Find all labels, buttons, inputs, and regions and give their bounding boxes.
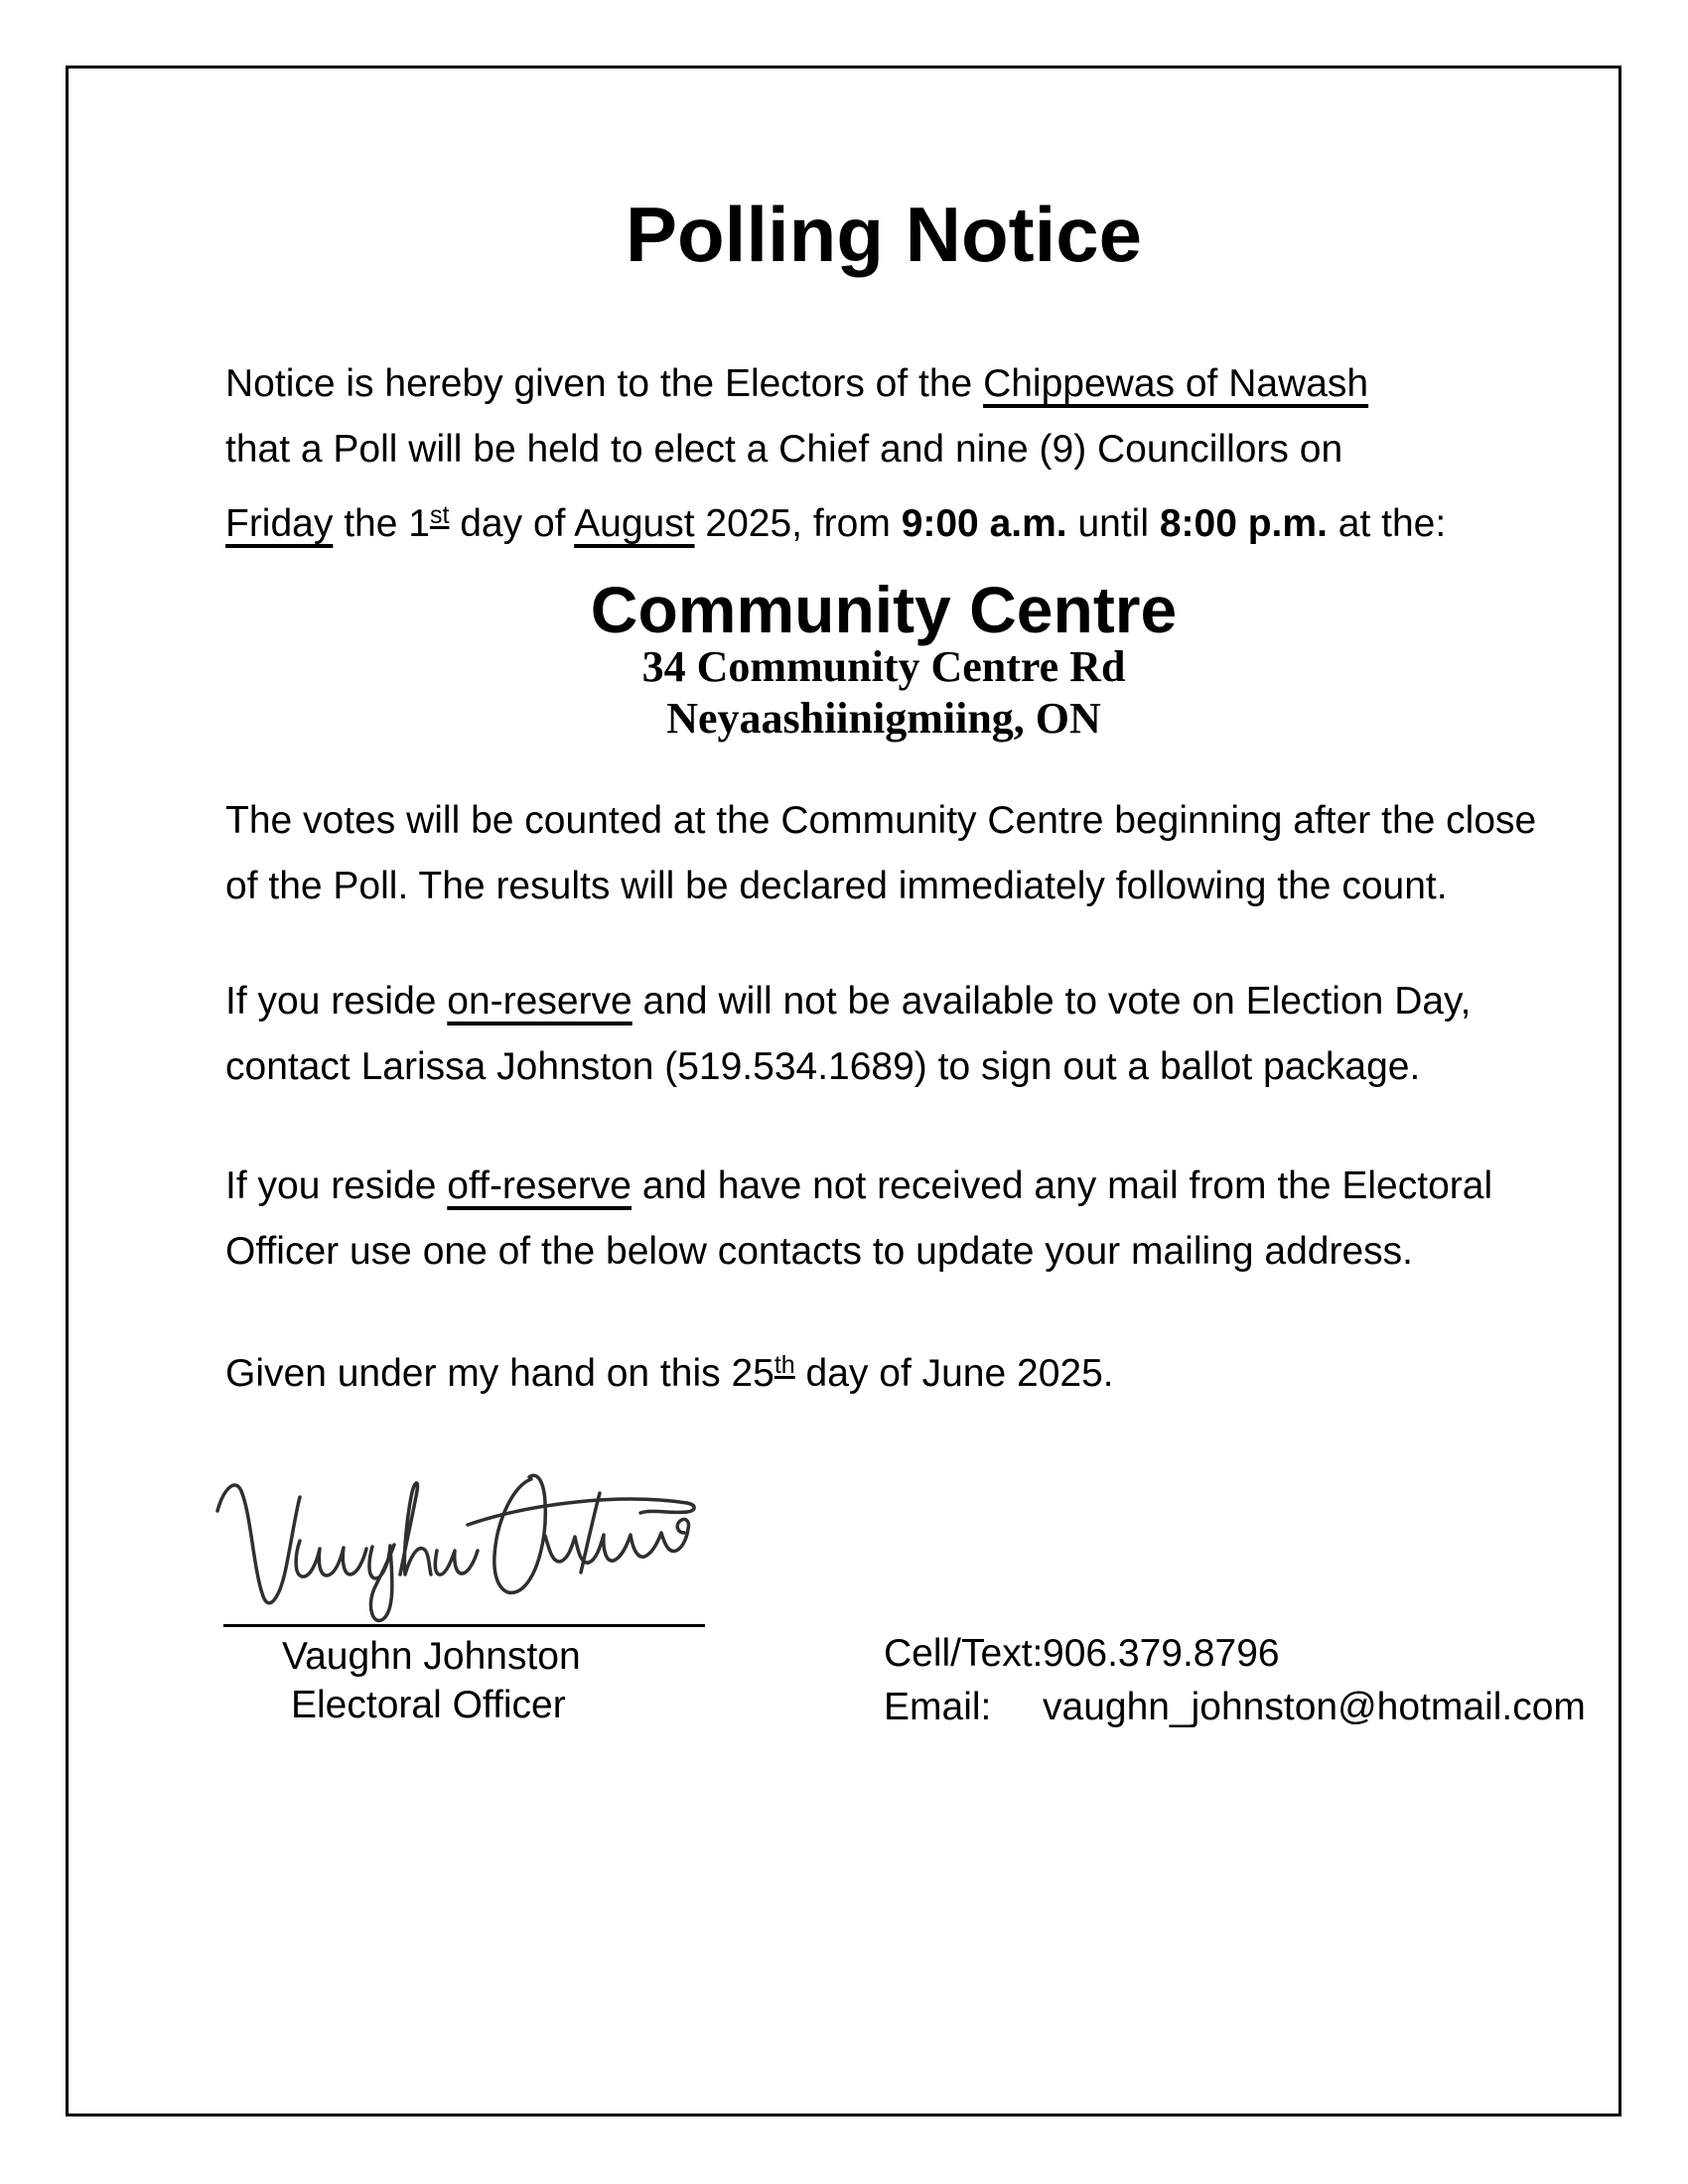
band-name-underlined: Chippewas of Nawash [983, 362, 1369, 405]
paragraph-off-reserve [225, 1154, 1492, 1285]
venue-address-line-1: 34 Community Centre Rd [641, 642, 1126, 691]
intro-line-2: that a Poll will be held to elect a Chief and nine (9) Councillors on [225, 428, 1343, 471]
signatory-role: Electoral Officer [291, 1684, 566, 1726]
on-reserve-line-1: If you reside on-reserve and will not be available to vote on Election Day, [225, 980, 1472, 1023]
email-value: vaughn_johnston@hotmail.com [1043, 1686, 1586, 1728]
ordinal-suffix: th [774, 1351, 795, 1379]
off-reserve-term: off-reserve [447, 1164, 632, 1207]
contact-row-cell [884, 1627, 1586, 1681]
signature-stroke-vaughn [217, 1483, 478, 1621]
counting-line-2: of the Poll. The results will be declared immediately following the count. [225, 865, 1448, 907]
poll-month: August [574, 502, 695, 545]
signature-handwriting [204, 1441, 705, 1635]
page-title: Polling Notice [625, 191, 1143, 278]
venue-address [225, 641, 1542, 745]
signatory-name: Vaughn Johnston [282, 1635, 581, 1678]
paragraph-intro [225, 351, 1446, 557]
paragraph-counting [225, 788, 1536, 919]
contact-row-email [884, 1681, 1586, 1734]
off-reserve-line-1: If you reside off-reserve and have not received any mail from the Electoral [225, 1164, 1493, 1207]
intro-text: Notice is hereby given to the Electors of the [225, 362, 984, 405]
contact-block [884, 1627, 1586, 1734]
venue-address-line-2: Neyaashiinigmiing, ON [666, 694, 1101, 743]
poll-day: Friday [225, 502, 334, 545]
counting-line-1: The votes will be counted at the Community Centre beginning after the close [225, 799, 1537, 842]
ordinal-suffix: st [429, 501, 450, 529]
cell-value: 906.379.8796 [1043, 1632, 1280, 1675]
poll-open-time: 9:00 a.m. [901, 502, 1067, 545]
venue-name: Community Centre [590, 573, 1178, 646]
cell-label: Cell/Text: [884, 1632, 1044, 1675]
on-reserve-term: on-reserve [447, 980, 633, 1023]
signature-stroke-johnston [494, 1475, 689, 1592]
signature-line [223, 1624, 705, 1627]
off-reserve-line-2: Officer use one of the below contacts to update your mailing address. [225, 1230, 1413, 1273]
on-reserve-line-2: contact Larissa Johnston (519.534.1689) to sign out a ballot package. [225, 1045, 1421, 1088]
intro-line-3: Friday the 1st day of August 2025, from 9:00 a.m. until 8:00 p.m. at the: [225, 501, 1447, 545]
email-label: Email: [884, 1686, 992, 1728]
paragraph-on-reserve [225, 969, 1472, 1100]
paragraph-attestation: Given under my hand on this 25th day of June 2025. [225, 1351, 1114, 1395]
poll-close-time: 8:00 p.m. [1159, 502, 1328, 545]
intro-line-1 [225, 351, 1446, 417]
